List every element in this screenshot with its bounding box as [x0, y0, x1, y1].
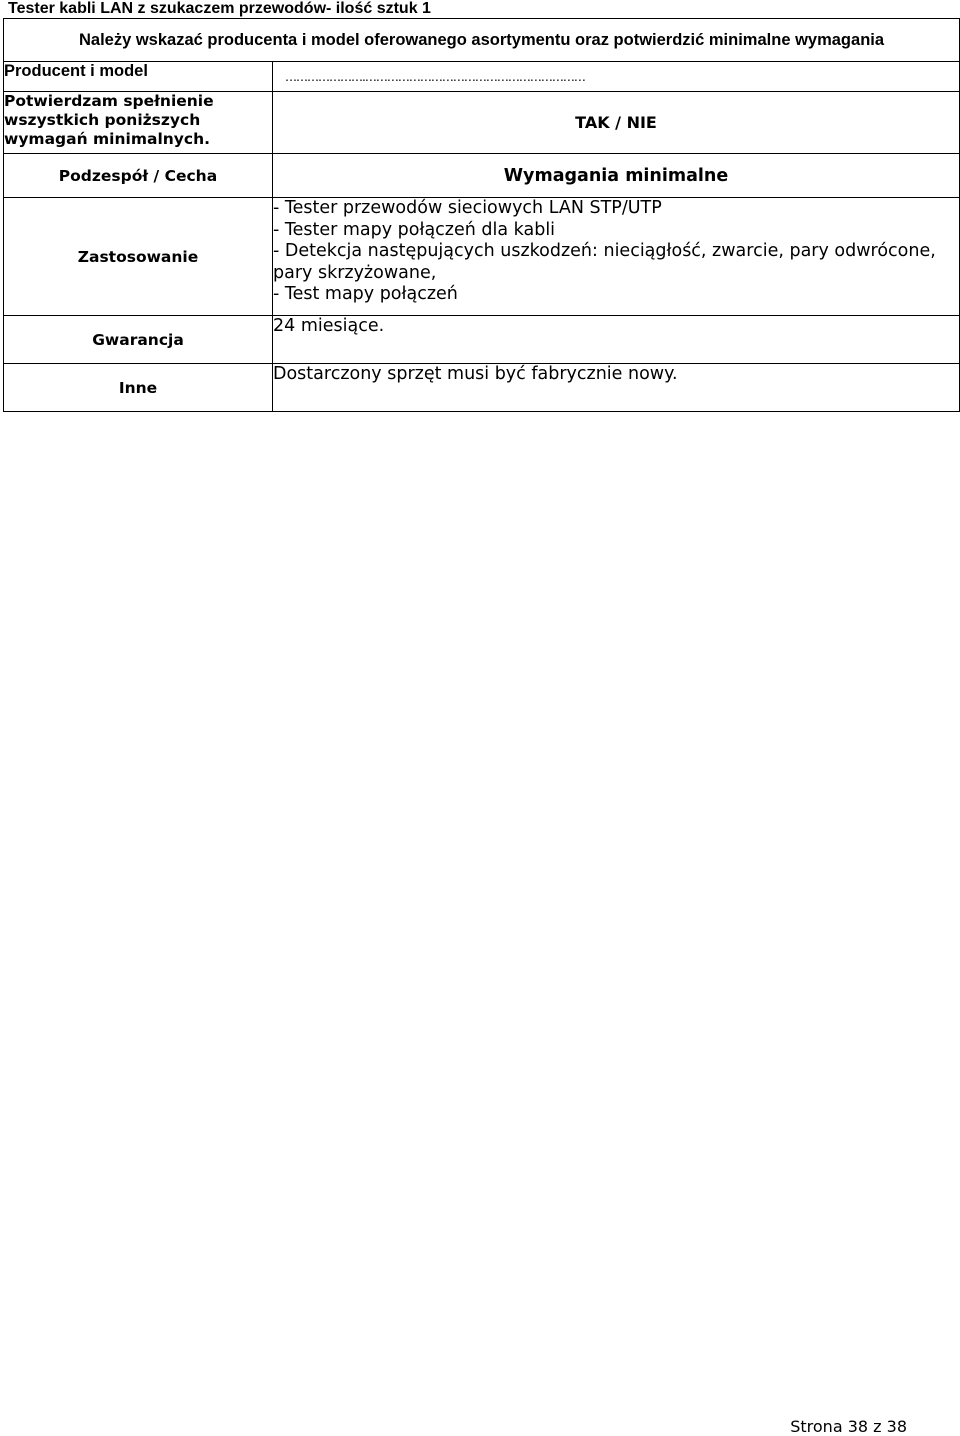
- requirement-line: - Tester mapy połączeń dla kabli: [273, 219, 556, 240]
- document-title: Tester kabli LAN z szukaczem przewodów- ilość sztuk 1: [8, 0, 431, 17]
- instruction-row: [4, 19, 960, 62]
- requirement-list: [273, 198, 960, 316]
- requirement-label: Zastosowanie: [4, 198, 273, 316]
- confirmation-label: Potwierdzam spełnienie wszystkich poniższych wymagań minimalnych.: [4, 92, 273, 154]
- column-header-row: [4, 154, 960, 198]
- page-number: Strona 38 z 38: [790, 1417, 907, 1436]
- requirement-line: - Test mapy połączeń: [273, 284, 458, 304]
- other-value: Dostarczony sprzęt musi być fabrycznie nowy.: [273, 364, 960, 412]
- warranty-label: Gwarancja: [4, 316, 273, 364]
- requirement-row: [4, 198, 960, 316]
- other-label: Inne: [4, 364, 273, 412]
- producer-row: [4, 62, 960, 92]
- warranty-row: [4, 316, 960, 364]
- producer-field[interactable]: ………………….……………………………………………………: [273, 62, 960, 92]
- confirmation-choice[interactable]: TAK / NIE: [273, 92, 960, 154]
- component-column-header: Podzespół / Cecha: [4, 154, 273, 198]
- specification-table: [3, 18, 960, 412]
- requirement-line: - Detekcja następujących uszkodzeń: nieciągłość, zwarcie, pary odwrócone, pary skrzyżowane,: [273, 241, 936, 283]
- requirement-line: - Tester przewodów sieciowych LAN STP/UTP: [273, 198, 662, 218]
- confirmation-row: [4, 92, 960, 154]
- instruction-text: Należy wskazać producenta i model oferowanego asortymentu oraz potwierdzić minimalne wymagania: [4, 19, 960, 62]
- requirements-column-header: Wymagania minimalne: [273, 154, 960, 198]
- warranty-value: 24 miesiące.: [273, 316, 960, 364]
- producer-label: Producent i model: [4, 62, 273, 92]
- other-row: [4, 364, 960, 412]
